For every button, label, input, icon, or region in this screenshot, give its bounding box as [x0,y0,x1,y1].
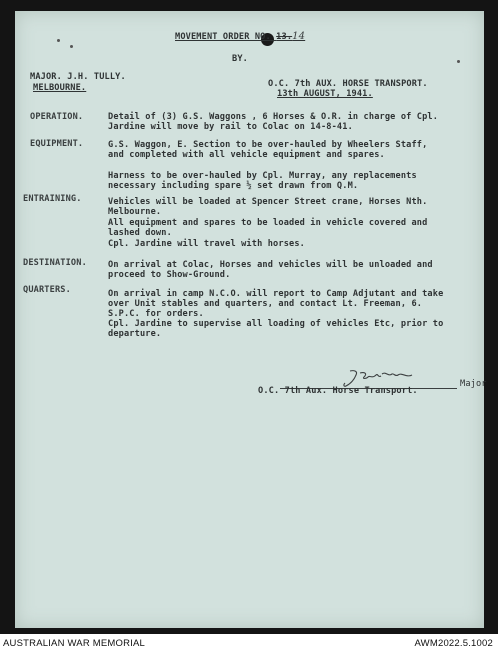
equipment-line: G.S. Waggon, E. Section to be over-hauled by Wheelers Staff, [108,140,428,150]
equipment-line: and completed with all vehicle equipment and spares. [108,150,385,160]
quarters-line: On arrival in camp N.C.O. will report to Camp Adjutant and take [108,289,444,299]
quarters-line: over Unit stables and quarters, and contact Lt. Freeman, 6. [108,299,423,309]
section-label-equipment: EQUIPMENT. [30,139,84,149]
section-label-quarters: QUARTERS. [23,285,71,295]
paper-mark [457,60,460,63]
destination-line: On arrival at Colac, Horses and vehicles will be unloaded and [108,260,433,270]
quarters-line: S.P.C. for orders. [108,309,204,319]
equipment-line: Harness to be over-hauled by Cpl. Murray, any replacements [108,171,417,181]
destination-line: proceed to Show-Ground. [108,270,231,280]
quarters-line: Cpl. Jardine to supervise all loading of vehicles Etc, prior to [108,319,444,329]
equipment-line: necessary including spare ½ set drawn from Q.M. [108,181,359,191]
signature-rank: Major [460,379,487,389]
paper-mark [57,39,60,42]
section-label-destination: DESTINATION. [23,258,87,268]
from-name: MAJOR. J.H. TULLY. [30,72,126,82]
footer-institution: AUSTRALIAN WAR MEMORIAL [3,638,146,649]
footer-accession-number: AWM2022.5.1002 [414,638,493,649]
entraining-line: All equipment and spares to be loaded in vehicle covered and [108,218,428,228]
signature-unit: O.C. 7th Aux. Horse Transport. [258,386,418,396]
paper-mark [70,45,73,48]
document-page [15,11,487,628]
entraining-line: Cpl. Jardine will travel with horses. [108,239,305,249]
order-title: MOVEMENT ORDER NO. 13.14 [175,31,306,42]
operation-line: Jardine will move by rail to Colac on 14-8-41. [108,122,353,132]
to-title: O.C. 7th AUX. HORSE TRANSPORT. [268,79,428,89]
quarters-line: departure. [108,329,162,339]
entraining-line: lashed down. [108,228,172,238]
footer-bar [0,634,498,653]
entraining-line: Vehicles will be loaded at Spencer Street crane, Horses Nth. [108,197,428,207]
by-label: BY. [232,54,248,64]
order-date: 13th AUGUST, 1941. [277,89,373,99]
section-label-operation: OPERATION. [30,112,84,122]
operation-line: Detail of (3) G.S. Waggons , 6 Horses & O.R. in charge of Cpl. [108,112,439,122]
entraining-line: Melbourne. [108,207,162,217]
section-label-entraining: ENTRAINING. [23,194,82,204]
from-place: MELBOURNE. [33,83,87,93]
